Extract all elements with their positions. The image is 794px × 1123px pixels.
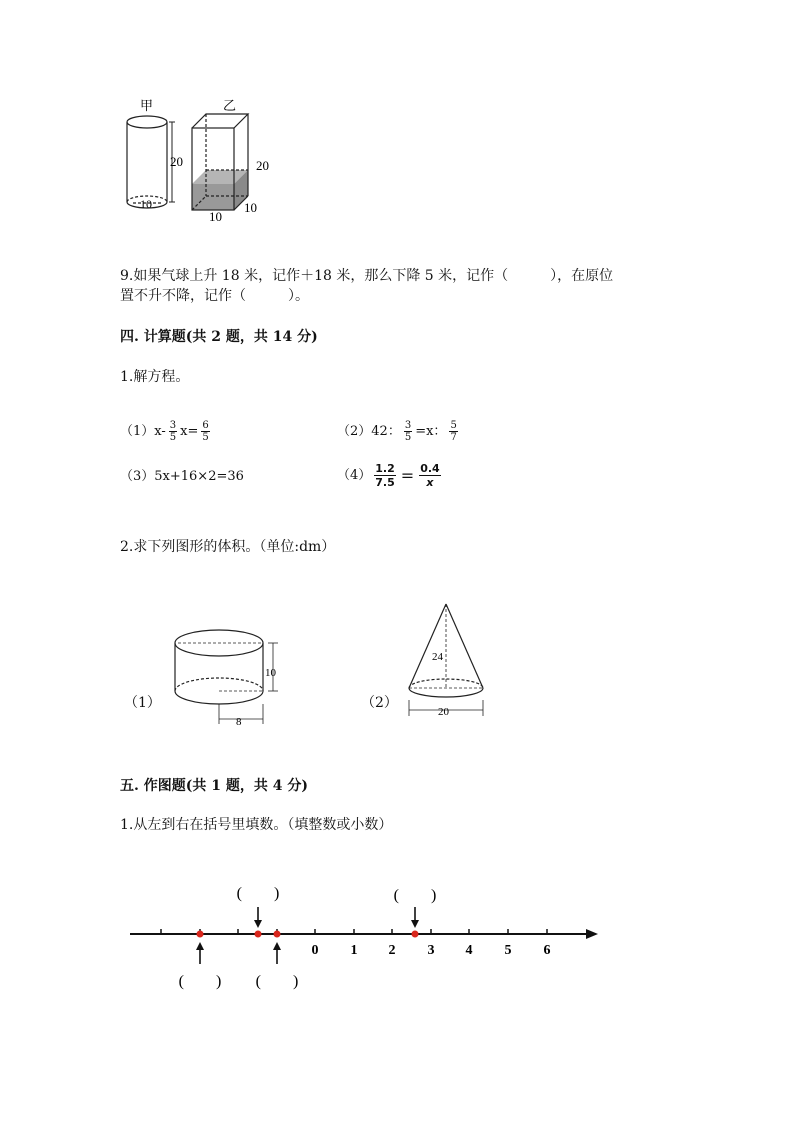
eq1-mid: x=: [180, 423, 199, 439]
cyl-height-label: 20: [170, 154, 183, 169]
fig1-radius: 8: [236, 716, 242, 728]
eq2-frac2: $\frac{5}{7}$: [450, 420, 457, 443]
eq4-equals: =: [400, 465, 415, 485]
tick-label-0: 0: [311, 943, 319, 958]
box-height-label: 20: [256, 158, 269, 173]
eq4-frac1: $\frac{1.2}{7.5}$: [375, 462, 395, 489]
s5-q1-title: 1.从左到右在括号里填数。（填整数或小数）: [120, 817, 393, 833]
tick-label-5: 5: [504, 943, 512, 958]
box-depth-label: 10: [244, 200, 257, 215]
cylinder-figure-1: [168, 624, 288, 730]
eq1-frac2: $\frac{6}{5}$: [202, 420, 209, 443]
box-width-label: 10: [209, 209, 222, 222]
tick-label-1: 1: [350, 943, 358, 958]
up-arrow-icon: [273, 942, 281, 950]
eq1-frac1: $\frac{3}{5}$: [169, 420, 177, 443]
fig2-diameter: 20: [438, 706, 449, 718]
point-a: [197, 931, 204, 938]
equation-2: [337, 420, 461, 443]
figure-cylinder-and-box: [110, 92, 280, 222]
tick-label-2: 2: [388, 943, 396, 958]
eq2-frac1: $\frac{3}{5}$: [404, 420, 412, 443]
label-jia: 甲: [140, 98, 154, 113]
fig1-label: （1）: [124, 695, 161, 711]
section4-title: 四. 计算题(共 2 题，共 14 分): [120, 329, 318, 345]
point-b: [255, 931, 262, 938]
q9-line1: 9.如果气球上升 18 米，记作＋18 米，那么下降 5 米，记作（ ），在原位: [120, 268, 614, 284]
eq4-prefix: （4）: [337, 467, 372, 483]
fig1-height: 10: [265, 667, 276, 679]
tick-label-6: 6: [543, 943, 551, 958]
number-line: [120, 876, 610, 996]
cylinder-jia: [127, 116, 175, 208]
fig2-height: 24: [432, 651, 443, 663]
point-d: [412, 931, 419, 938]
answer-bracket-4[interactable]: ( ): [255, 973, 299, 990]
tick-label-4: 4: [465, 943, 473, 958]
section5-title: 五. 作图题(共 1 题，共 4 分): [120, 778, 308, 794]
answer-bracket-1[interactable]: ( ): [236, 885, 280, 902]
tick-label-3: 3: [427, 943, 435, 958]
equation-1: [120, 420, 213, 443]
label-yi: 乙: [223, 98, 237, 113]
eq2-mid: =x：: [415, 423, 447, 439]
up-arrow-icon: [196, 942, 204, 950]
box-yi: [192, 114, 248, 210]
s4-q2-title: 2.求下列图形的体积。（单位:dm）: [120, 539, 336, 555]
q9-line2: 置不升不降，记作（ ）。: [120, 288, 309, 304]
axis-arrow-icon: [586, 929, 598, 939]
equation-3: （3）5x+16×2=36: [120, 469, 244, 484]
answer-bracket-2[interactable]: ( ): [393, 887, 437, 904]
eq2-prefix: （2）42：: [337, 423, 401, 439]
answer-bracket-3[interactable]: ( ): [178, 973, 222, 990]
eq1-prefix: （1）x-: [120, 423, 166, 439]
s4-q1-title: 1.解方程。: [120, 369, 190, 385]
cone-figure-2: [402, 600, 492, 720]
eq4-frac2: $\frac{0.4}{x}$: [420, 462, 440, 489]
equation-4: [337, 462, 444, 489]
down-arrow-icon: [254, 920, 262, 928]
cyl-diameter-label: 10: [140, 197, 152, 211]
down-arrow-icon: [411, 920, 419, 928]
point-c: [274, 931, 281, 938]
fig2-label: （2）: [361, 695, 398, 711]
